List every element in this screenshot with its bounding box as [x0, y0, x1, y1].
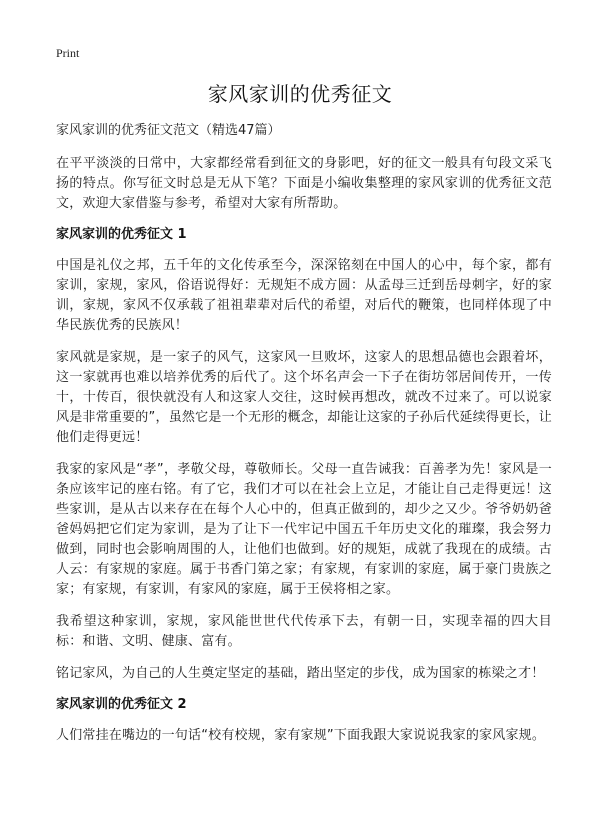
print-label: Print — [56, 46, 80, 60]
section-1-paragraph-2: 家风就是家规，是一家子的风气，这家风一旦败坏，这家人的思想品德也会跟着坏，这一家就再也难以培养优秀的后代了。这个坏名声会一下子在街坊邻居间传开，一传十，十传百，很快就没有人和这家人交往，这时候再想改，就改不过来了。可以说家风是非常重要的”，虽然它是一个无形的概念，却能让这家的子孙后代延续得更长，让他们走得更远！ — [56, 350, 552, 445]
section-2-paragraph-1: 人们常挂在嘴边的一句话“校有校规，家有家规”下面我跟大家说说我家的家风家规。 — [56, 728, 546, 743]
section-1-paragraph-4: 我希望这种家训，家规，家风能世世代代传承下去，有朝一日，实现幸福的四大目标：和谐、文明、健康、富有。 — [56, 614, 552, 649]
section-heading-1: 家风家训的优秀征文 1 — [56, 227, 187, 242]
section-heading-2: 家风家训的优秀征文 2 — [56, 697, 187, 712]
page-title: 家风家训的优秀征文 — [207, 82, 393, 106]
document-body — [56, 122, 552, 758]
section-1-paragraph-1: 中国是礼仪之邦，五千年的文化传承至今，深深铭刻在中国人的心中，每个家，都有家训，家规，家风，俗语说得好：无规矩不成方圆：从孟母三迁到岳母刺字，好的家训，家规，家风不仅承载了祖祖辈辈对后代的希望，对后代的鞭策，也同样体现了中华民族优秀的民族风！ — [56, 258, 552, 333]
intro-paragraph: 在平平淡淡的日常中，大家都经常看到征文的身影吧，好的征文一般具有句段文采飞扬的特点。你写征文时总是无从下笔？下面是小编收集整理的家风家训的优秀征文范文，欢迎大家借鉴与参考，希望对大家有所帮助。 — [56, 156, 552, 211]
document-subtitle: 家风家训的优秀征文范文（精选47篇） — [56, 123, 281, 138]
section-1-paragraph-3: 我家的家风是“孝”，孝敬父母，尊敬师长。父母一直告诫我：百善孝为先！家风是一条应该牢记的座右铭。有了它，我们才可以在社会上立足，才能让自己走得更远！这些家训，是从古以来存在在每个人心中的，但真正做到的，却少之又少。爷爷奶奶爸爸妈妈把它们定为家训，是为了让下一代牢记中国五千年历史文化的璀璨，我会努力做到，同时也会影响周围的人，让他们也做到。好的规矩，成就了我现在的成绩。古人云：有家规的家庭。属于书香门第之家；有家规，有家训的家庭，属于豪门贵族之家；有家规，有家训，有家风的家庭，属于王侯将相之家。 — [56, 462, 552, 597]
section-1-paragraph-5: 铭记家风，为自己的人生奠定坚定的基础，踏出坚定的步伐，成为国家的栋梁之才！ — [56, 666, 545, 681]
